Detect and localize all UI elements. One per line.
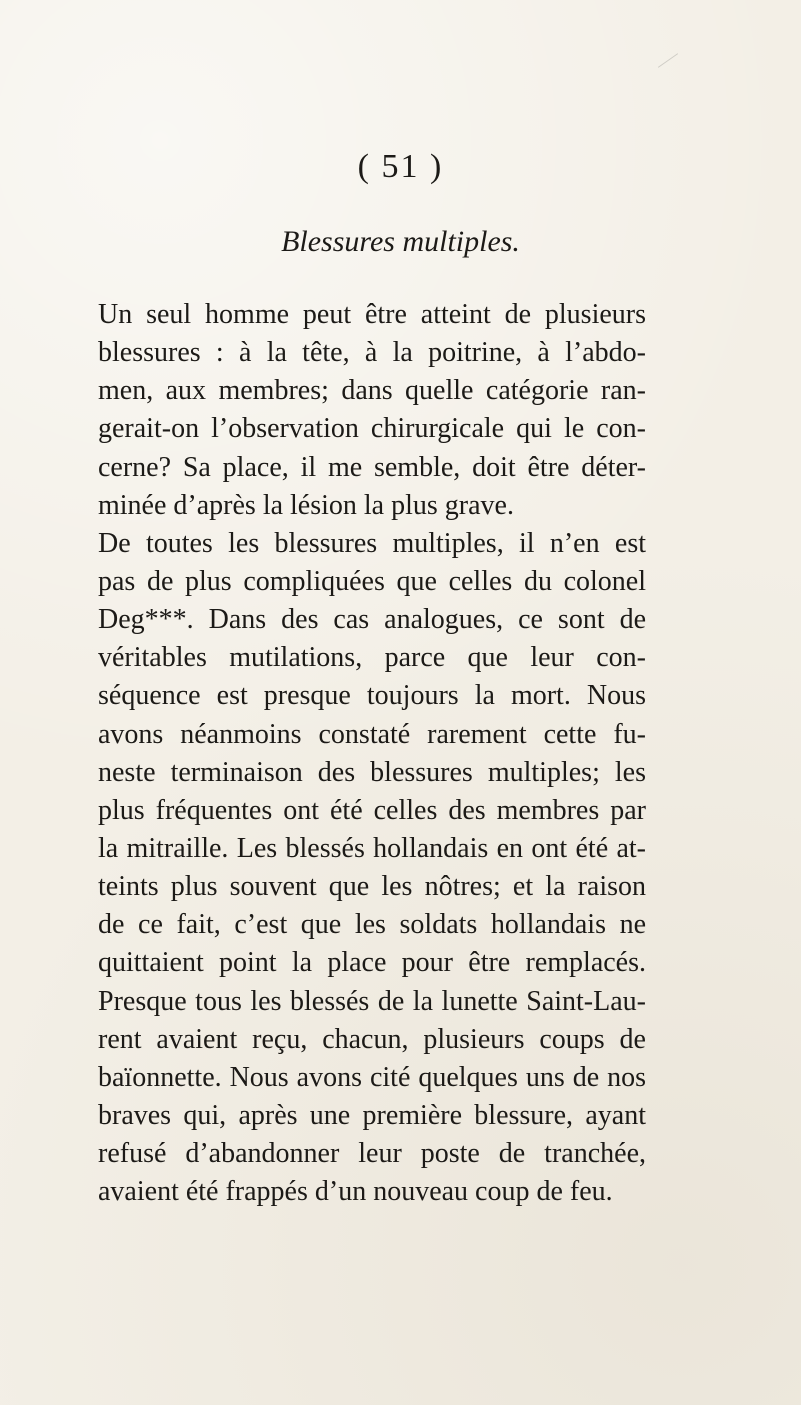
text-line: séquence est presque toujours la mort. Nous [98, 680, 646, 712]
text-line: la mitraille. Les blessés hollandais en ont été at- [98, 832, 646, 864]
text-line: teints plus souvent que les nôtres; et la raison [98, 871, 646, 903]
page-number: ( 51 ) [357, 148, 444, 185]
text-line: gerait-on l’observation chirurgicale qui le con- [98, 413, 646, 445]
text-line: baïonnette. Nous avons cité quelques uns de nos [98, 1061, 646, 1093]
text-line: minée d’après la lésion la plus grave. [98, 489, 514, 521]
text-line: avaient été frappés d’un nouveau coup de feu. [98, 1176, 613, 1208]
text-line: refusé d’abandonner leur poste de tranchée, [98, 1138, 646, 1170]
body-text [98, 296, 646, 1211]
text-line: rent avaient reçu, chacun, plusieurs coups de [98, 1023, 646, 1055]
text-line: men, aux membres; dans quelle catégorie ran- [98, 375, 646, 407]
text-line: quittaient point la place pour être remplacés. [98, 947, 646, 979]
text-line: avons néanmoins constaté rarement cette fu- [98, 718, 646, 750]
text-line: cerne? Sa place, il me semble, doit être déter- [98, 451, 646, 483]
text-line: de ce fait, c’est que les soldats hollandais ne [98, 909, 646, 941]
text-line: neste terminaison des blessures multiples; les [98, 756, 646, 788]
text-line: blessures : à la tête, à la poitrine, à l’abdo- [98, 337, 646, 369]
text-line: Un seul homme peut être atteint de plusieurs [98, 299, 646, 330]
section-title: Blessures multiples. [281, 225, 520, 258]
text-line: Presque tous les blessés de la lunette Saint-Lau- [98, 985, 646, 1017]
text-line: Deg***. Dans des cas analogues, ce sont de [98, 604, 646, 636]
text-line: braves qui, après une première blessure, ayant [98, 1099, 646, 1131]
text-line: plus fréquentes ont été celles des membres par [98, 794, 646, 826]
text-line: véritables mutilations, parce que leur con- [98, 642, 646, 674]
scan-mark [658, 53, 678, 68]
text-line: pas de plus compliquées que celles du colonel [98, 565, 646, 597]
text-line: De toutes les blessures multiples, il n’en est [98, 527, 646, 559]
